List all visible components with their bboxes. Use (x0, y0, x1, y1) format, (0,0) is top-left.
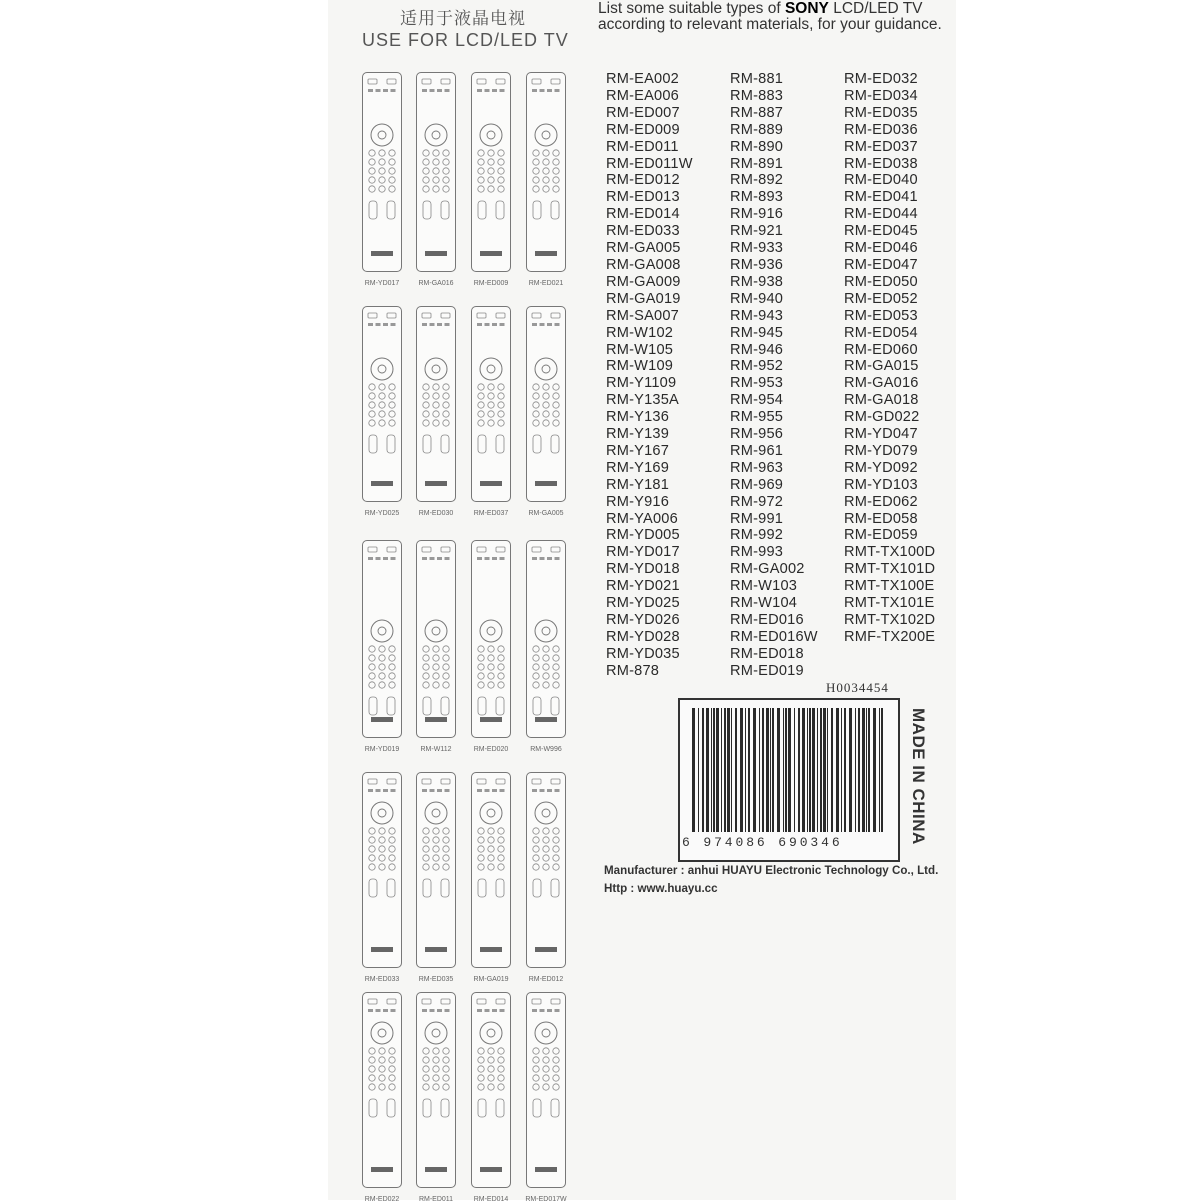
barcode-bar (745, 708, 746, 832)
barcode-box (678, 698, 900, 862)
model-item: RM-ED013 (606, 189, 680, 206)
model-item: RM-943 (730, 307, 784, 324)
remote-buttons-icon (363, 993, 401, 1187)
remote-buttons-icon (527, 541, 565, 737)
model-item: RM-ED046 (844, 240, 918, 257)
compatibility-panel (596, 0, 956, 1200)
model-item: RM-992 (730, 527, 784, 544)
model-item: RM-YA006 (606, 510, 678, 527)
model-item: RM-YD028 (606, 628, 680, 645)
model-list-column-1 (606, 71, 693, 680)
remote-buttons-icon (472, 307, 510, 501)
model-item: RM-938 (730, 273, 784, 290)
model-item: RM-YD017 (606, 544, 680, 561)
model-item: RM-YD018 (606, 561, 680, 578)
model-item: RM-955 (730, 409, 784, 426)
model-item: RM-ED007 (606, 104, 680, 121)
model-item: RMT-TX100E (844, 578, 935, 595)
model-item: RM-ED044 (844, 206, 918, 223)
model-item: RM-ED041 (844, 189, 918, 206)
model-item: RM-YD103 (844, 476, 918, 493)
barcode-bar (711, 708, 712, 832)
model-item: RM-887 (730, 104, 784, 121)
model-item: RM-ED047 (844, 256, 918, 273)
remote-illustration (362, 992, 402, 1188)
model-item: RM-963 (730, 459, 784, 476)
remote-buttons-icon (363, 73, 401, 271)
model-item: RM-991 (730, 510, 784, 527)
title-english: USE FOR LCD/LED TV (362, 30, 569, 50)
barcode-bar (772, 708, 774, 832)
barcode-bar (849, 708, 852, 832)
barcode-bar (727, 708, 730, 832)
barcode-bar (858, 708, 860, 832)
model-item: RM-889 (730, 121, 784, 138)
barcode-bar (777, 708, 780, 832)
model-item: RM-952 (730, 358, 784, 375)
barcode-bar (785, 708, 787, 832)
model-item: RM-W103 (730, 578, 798, 595)
model-item: RM-961 (730, 442, 784, 459)
remote-illustration (416, 992, 456, 1188)
remote-model-label: RM-ED033 (364, 976, 400, 983)
model-item: RM-ED037 (844, 138, 918, 155)
model-list-column-3 (844, 71, 935, 646)
model-item: RM-Y916 (606, 493, 670, 510)
remote-buttons-icon (527, 307, 565, 501)
remote-illustration (526, 540, 566, 738)
model-item: RM-954 (730, 392, 784, 409)
model-item: RM-921 (730, 223, 784, 240)
barcode-bar (879, 708, 880, 832)
barcode-bar (753, 708, 756, 832)
model-item: RM-ED032 (844, 71, 918, 87)
barcode-bar (698, 708, 699, 832)
made-in-label (906, 708, 930, 858)
model-item: RMF-TX200E (844, 628, 936, 645)
barcode-bar (866, 708, 867, 832)
model-item: RM-GD022 (844, 409, 920, 426)
model-item: RM-YD035 (606, 645, 680, 662)
model-item: RMT-TX102D (844, 612, 936, 628)
model-item: RM-GA019 (606, 290, 681, 307)
remote-illustration (471, 306, 511, 502)
barcode-bar (868, 708, 870, 832)
barcode-bar (724, 708, 726, 832)
model-item: RM-ED060 (844, 341, 918, 358)
model-item: RM-ED012 (606, 172, 680, 189)
remote-model-label: RM-ED011 (418, 1196, 454, 1203)
model-item: RM-969 (730, 476, 784, 493)
remote-model-label: RM-ED030 (418, 510, 454, 517)
model-item: RM-940 (730, 290, 784, 307)
model-item: RM-ED058 (844, 510, 918, 527)
model-item: RM-ED053 (844, 307, 918, 324)
model-item: RM-891 (730, 155, 784, 172)
model-item: RM-Y135A (606, 392, 679, 409)
model-item: RM-ED052 (844, 290, 918, 307)
model-item: RM-W104 (730, 595, 798, 612)
barcode-bar (844, 708, 846, 832)
remote-illustration (471, 540, 511, 738)
remote-buttons-icon (363, 307, 401, 501)
remote-model-label: RM-YD017 (364, 280, 400, 287)
barcode-bar (827, 708, 828, 832)
barcode-bar (862, 708, 865, 832)
model-item: RM-892 (730, 172, 784, 189)
remote-illustration (471, 772, 511, 968)
barcode-bar (794, 708, 795, 832)
model-item: RM-GA005 (606, 240, 681, 257)
barcode-bar (759, 708, 760, 832)
remote-buttons-icon (417, 773, 455, 967)
remote-buttons-icon (472, 73, 510, 271)
remote-model-label: RM-ED021 (528, 280, 564, 287)
model-item: RM-993 (730, 544, 784, 561)
barcode-bar (702, 708, 704, 832)
remote-model-label: RM-GA019 (473, 976, 509, 983)
barcode-bar (881, 708, 883, 832)
model-item: RM-ED014 (606, 206, 680, 223)
model-item: RM-ED016 (730, 612, 804, 628)
model-item: RM-893 (730, 189, 784, 206)
model-item: RM-890 (730, 138, 784, 155)
model-item: RM-YD092 (844, 459, 918, 476)
model-item: RM-GA015 (844, 358, 919, 375)
remote-model-label: RM-ED035 (418, 976, 454, 983)
barcode-bar (770, 708, 771, 832)
model-item: RM-ED016W (730, 628, 818, 645)
remote-illustration (526, 72, 566, 272)
remote-buttons-icon (527, 773, 565, 967)
remote-model-label: RM-YD019 (364, 746, 400, 753)
remote-illustration (362, 772, 402, 968)
model-item: RM-ED009 (606, 121, 680, 138)
remote-illustration (416, 306, 456, 502)
remote-illustration (362, 540, 402, 738)
model-item: RM-GA016 (844, 375, 919, 392)
intro-before: List some suitable types of (598, 0, 785, 17)
remote-illustration (362, 72, 402, 272)
remote-illustration (416, 772, 456, 968)
model-item: RM-YD005 (606, 527, 680, 544)
model-item: RM-EA006 (606, 87, 679, 104)
barcode-bar (841, 708, 842, 832)
remote-illustration (471, 72, 511, 272)
model-item: RM-W105 (606, 341, 674, 358)
remote-model-label: RM-YD025 (364, 510, 400, 517)
barcode-bar (836, 708, 839, 832)
model-item: RMT-TX101E (844, 595, 935, 612)
remote-buttons-icon (527, 73, 565, 271)
title-chinese: 适用于液晶电视 (400, 9, 526, 29)
barcode-bar (716, 708, 719, 832)
barcode-bar (706, 708, 709, 832)
remote-model-label: RM-GA016 (418, 280, 454, 287)
model-item: RM-YD021 (606, 578, 680, 595)
model-item: RM-946 (730, 341, 784, 358)
remote-illustration (362, 306, 402, 502)
model-item: RM-GA018 (844, 392, 919, 409)
remote-model-label: RM-W112 (420, 746, 452, 753)
model-item: RM-ED059 (844, 527, 918, 544)
remote-buttons-icon (417, 307, 455, 501)
remote-model-label: RM-ED037 (473, 510, 509, 517)
barcode-bar (731, 708, 732, 832)
model-item: RM-883 (730, 87, 784, 104)
remote-illustration (471, 992, 511, 1188)
model-item: RM-ED036 (844, 121, 918, 138)
remote-illustration (416, 540, 456, 738)
model-item: RM-972 (730, 493, 784, 510)
barcode-bar (855, 708, 856, 832)
model-item: RM-SA007 (606, 307, 679, 324)
model-item: RM-ED054 (844, 324, 918, 341)
model-item: RM-Y181 (606, 476, 670, 493)
model-item: RM-Y136 (606, 409, 670, 426)
remote-model-label: RM-ED012 (528, 976, 564, 983)
product-code: H0034454 (826, 680, 889, 695)
barcode-bar (812, 708, 815, 832)
model-item: RM-YD047 (844, 426, 918, 443)
barcode-bar (748, 708, 750, 832)
remote-model-label: RM-ED020 (473, 746, 509, 753)
model-item: RM-ED019 (730, 662, 804, 679)
model-item: RM-YD026 (606, 612, 680, 628)
model-item: RMT-TX100D (844, 544, 936, 561)
intro-after: LCD/LED TV according to relevant materials, for your guidance. (598, 0, 942, 33)
model-item: RM-916 (730, 206, 784, 223)
remote-buttons-icon (472, 993, 510, 1187)
model-item: RM-ED062 (844, 493, 918, 510)
remote-buttons-icon (417, 993, 455, 1187)
barcode-bars (690, 708, 888, 832)
barcode-bar (807, 708, 808, 832)
remote-gallery (338, 0, 590, 1203)
barcode-bar (831, 708, 833, 832)
intro-text (598, 1, 948, 33)
model-item: RM-878 (606, 662, 660, 679)
barcode-bar (721, 708, 722, 832)
model-item: RM-GA002 (730, 561, 805, 578)
remote-model-label: RM-ED014 (473, 1196, 509, 1203)
remote-buttons-icon (363, 773, 401, 967)
barcode-bar (873, 708, 876, 832)
model-item: RM-ED045 (844, 223, 918, 240)
model-item: RM-945 (730, 324, 784, 341)
barcode-bar (740, 708, 743, 832)
model-item: RM-YD079 (844, 442, 918, 459)
model-item: RM-Y139 (606, 426, 670, 443)
barcode-bar (735, 708, 737, 832)
barcode-bar (798, 708, 800, 832)
remote-illustration (526, 306, 566, 502)
model-item: RM-GA009 (606, 273, 681, 290)
barcode-bar (692, 708, 695, 832)
remote-illustration (526, 992, 566, 1188)
barcode-digits: 6 974086 690346 (682, 835, 843, 850)
remote-illustration (416, 72, 456, 272)
model-item: RM-ED040 (844, 172, 918, 189)
website-text: Http : www.huayu.cc (604, 882, 718, 895)
model-item: RM-ED033 (606, 223, 680, 240)
made-in-text: MADE IN CHINA (909, 708, 928, 845)
remote-illustration (526, 772, 566, 968)
model-item: RM-ED035 (844, 104, 918, 121)
barcode-bar (783, 708, 784, 832)
intro-brand: SONY (784, 0, 829, 17)
model-item: RM-ED011W (606, 155, 693, 172)
remote-buttons-icon (527, 993, 565, 1187)
model-item: RM-956 (730, 426, 784, 443)
remote-buttons-icon (417, 73, 455, 271)
barcode-bar (766, 708, 769, 832)
model-item: RM-ED034 (844, 87, 918, 104)
remote-model-label: RM-ED009 (473, 280, 509, 287)
model-item: RM-Y169 (606, 459, 670, 476)
model-item: RM-W109 (606, 358, 674, 375)
model-item: RM-936 (730, 256, 784, 273)
model-item: RM-YD025 (606, 595, 680, 612)
model-item: RMT-TX101D (844, 561, 936, 578)
barcode-bar (809, 708, 811, 832)
model-item: RM-W102 (606, 324, 674, 341)
model-item: RM-ED011 (606, 138, 679, 155)
model-item: RM-Y167 (606, 442, 670, 459)
barcode-bar (820, 708, 822, 832)
remote-model-label: RM-GA005 (528, 510, 564, 517)
model-item: RM-Y1109 (606, 375, 677, 392)
barcode-bar (823, 708, 826, 832)
remote-model-label: RM-ED017W (525, 1196, 567, 1203)
model-item: RM-881 (730, 71, 784, 87)
barcode-bar (817, 708, 818, 832)
barcode-bar (762, 708, 764, 832)
model-item: RM-953 (730, 375, 784, 392)
barcode-bar (713, 708, 715, 832)
remote-model-label: RM-W996 (530, 746, 562, 753)
manufacturer-text: Manufacturer : anhui HUAYU Electronic Technology Co., Ltd. (604, 864, 939, 877)
remote-buttons-icon (472, 541, 510, 737)
remote-buttons-icon (472, 773, 510, 967)
model-item: RM-EA002 (606, 71, 679, 87)
remote-model-label: RM-ED022 (364, 1196, 400, 1203)
model-item: RM-ED050 (844, 273, 918, 290)
model-list-column-2 (730, 71, 818, 680)
model-item: RM-ED038 (844, 155, 918, 172)
model-item: RM-GA008 (606, 256, 681, 273)
remote-buttons-icon (417, 541, 455, 737)
barcode-bar (788, 708, 791, 832)
model-item: RM-ED018 (730, 645, 804, 662)
model-item: RM-933 (730, 240, 784, 257)
barcode-bar (802, 708, 805, 832)
remote-buttons-icon (363, 541, 401, 737)
